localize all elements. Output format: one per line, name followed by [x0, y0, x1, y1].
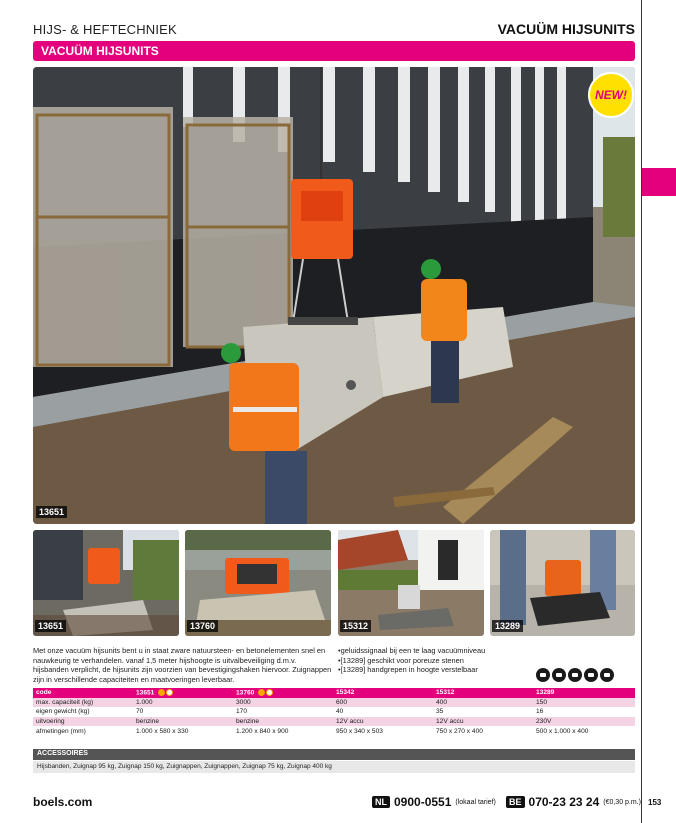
helmet-icon: [552, 668, 566, 682]
table-header-cell: 15342: [333, 688, 433, 698]
feature-item: • geluidssignaal bij een te laag vacuümniveau: [338, 646, 538, 656]
option-icons: [158, 689, 173, 696]
row-label: eigen gewicht (kg): [33, 707, 133, 717]
feature-list: [338, 646, 538, 675]
nl-country-badge: NL: [372, 796, 390, 808]
page-divider: [641, 0, 642, 823]
table-header-cell: 13289: [533, 688, 635, 698]
thumbnail-13651[interactable]: [33, 530, 179, 636]
option-icon: [266, 689, 273, 696]
be-country-badge: BE: [506, 796, 525, 808]
nl-phone[interactable]: 0900-0551: [394, 795, 452, 809]
row-label: uitvoering: [33, 717, 133, 727]
table-cell: 150: [533, 698, 635, 708]
page-number: 153: [648, 798, 662, 807]
table-cell: 35: [433, 707, 533, 717]
table-header-row: [33, 688, 635, 698]
table-cell: 3000: [233, 698, 333, 708]
brand-link[interactable]: boels.com: [33, 795, 93, 809]
page-title: VACUÜM HIJSUNITS: [497, 21, 635, 37]
table-cell: 12V accu: [333, 717, 433, 727]
side-tab-marker: [642, 168, 676, 196]
table-cell: 950 x 340 x 503: [333, 726, 433, 736]
table-row: [33, 698, 635, 708]
thumbnail-code-tag: 15312: [340, 620, 371, 632]
table-cell: 12V accu: [433, 717, 533, 727]
table-cell: 16: [533, 707, 635, 717]
section-title: VACUÜM HIJSUNITS: [41, 44, 159, 58]
accessories-list: [33, 761, 635, 773]
column-code: 13651: [136, 689, 155, 697]
thumbnail-15312[interactable]: [338, 530, 484, 636]
table-cell: 750 x 270 x 400: [433, 726, 533, 736]
thumbnail-13760[interactable]: [185, 530, 331, 636]
row-label: max. capaciteit (kg): [33, 698, 133, 708]
table-cell: 70: [133, 707, 233, 717]
table-cell: benzine: [133, 717, 233, 727]
be-contact: [506, 795, 641, 809]
hero-code-tag: 13651: [36, 506, 67, 518]
nl-rate-note: (lokaal tarief): [455, 798, 496, 806]
section-bar: [33, 41, 635, 61]
option-icon: [158, 689, 165, 696]
glove-icon: [536, 668, 550, 682]
accessories-header: [33, 749, 635, 760]
column-code: 13760: [236, 689, 255, 697]
goggles-icon: [584, 668, 598, 682]
be-phone[interactable]: 070-23 23 24: [528, 795, 600, 809]
table-row: [33, 707, 635, 717]
table-row: [33, 726, 635, 736]
table-header-cell: 15312: [433, 688, 533, 698]
row-label: afmetingen (mm): [33, 726, 133, 736]
table-cell: 600: [333, 698, 433, 708]
option-icon: [166, 689, 173, 696]
hero-illustration: [33, 67, 635, 524]
table-cell: 500 x 1.000 x 400: [533, 726, 635, 736]
table-cell: 230V: [533, 717, 635, 727]
thumbnail-code-tag: 13651: [35, 620, 66, 632]
category-label: HIJS- & HEFTECHNIEK: [33, 22, 177, 37]
thumbnail-13289[interactable]: [490, 530, 635, 636]
hero-photo: [33, 67, 635, 524]
accessories-text: Hijsbanden, Zuignap 95 kg, Zuignap 150 kg, Zuignappen, Zuignappen, Zuignap 75 kg, Zuignap 400 kg: [37, 763, 332, 770]
boot-icon: [568, 668, 582, 682]
new-badge: [588, 72, 634, 118]
thumbnail-code-tag: 13760: [187, 620, 218, 632]
be-rate-note: (€0,30 p.m.): [603, 798, 641, 806]
safety-icons: [536, 668, 636, 684]
mask-icon: [600, 668, 614, 682]
option-icons: [258, 689, 273, 696]
table-header-cell: code: [33, 688, 133, 698]
table-header-cell: [233, 688, 333, 698]
thumbnail-code-tag: 13289: [492, 620, 523, 632]
table-cell: 400: [433, 698, 533, 708]
feature-item: • [13289] geschikt voor poreuze stenen: [338, 656, 538, 666]
table-header-cell: [133, 688, 233, 698]
table-cell: 1.200 x 840 x 900: [233, 726, 333, 736]
spec-table: [33, 688, 635, 736]
page-header: [33, 20, 635, 38]
nl-contact: [372, 795, 496, 809]
table-cell: 1.000 x 580 x 330: [133, 726, 233, 736]
option-icon: [258, 689, 265, 696]
product-description: Met onze vacuüm hijsunits bent u in staat zware natuursteen- en betonelementen snel en nauwkeurig te verhandelen. vanaf 1,5 meter hijshoogte is uitvalbeveiliging d.m.v. hijsbanden verplicht, de hijsunits zijn voorzien van bevestigingshaken hiervoor. Zuignappen zijn in verschillende capaciteiten en maatvoeringen leverbaar.: [33, 646, 332, 684]
new-badge-label: NEW!: [595, 88, 627, 102]
feature-item: • [13289] handgrepen in hoogte verstelbaar: [338, 665, 538, 675]
table-cell: benzine: [233, 717, 333, 727]
table-cell: 170: [233, 707, 333, 717]
accessories-title: ACCESSOIRES: [37, 750, 88, 757]
table-row: [33, 717, 635, 727]
table-cell: 40: [333, 707, 433, 717]
table-cell: 1.000: [133, 698, 233, 708]
